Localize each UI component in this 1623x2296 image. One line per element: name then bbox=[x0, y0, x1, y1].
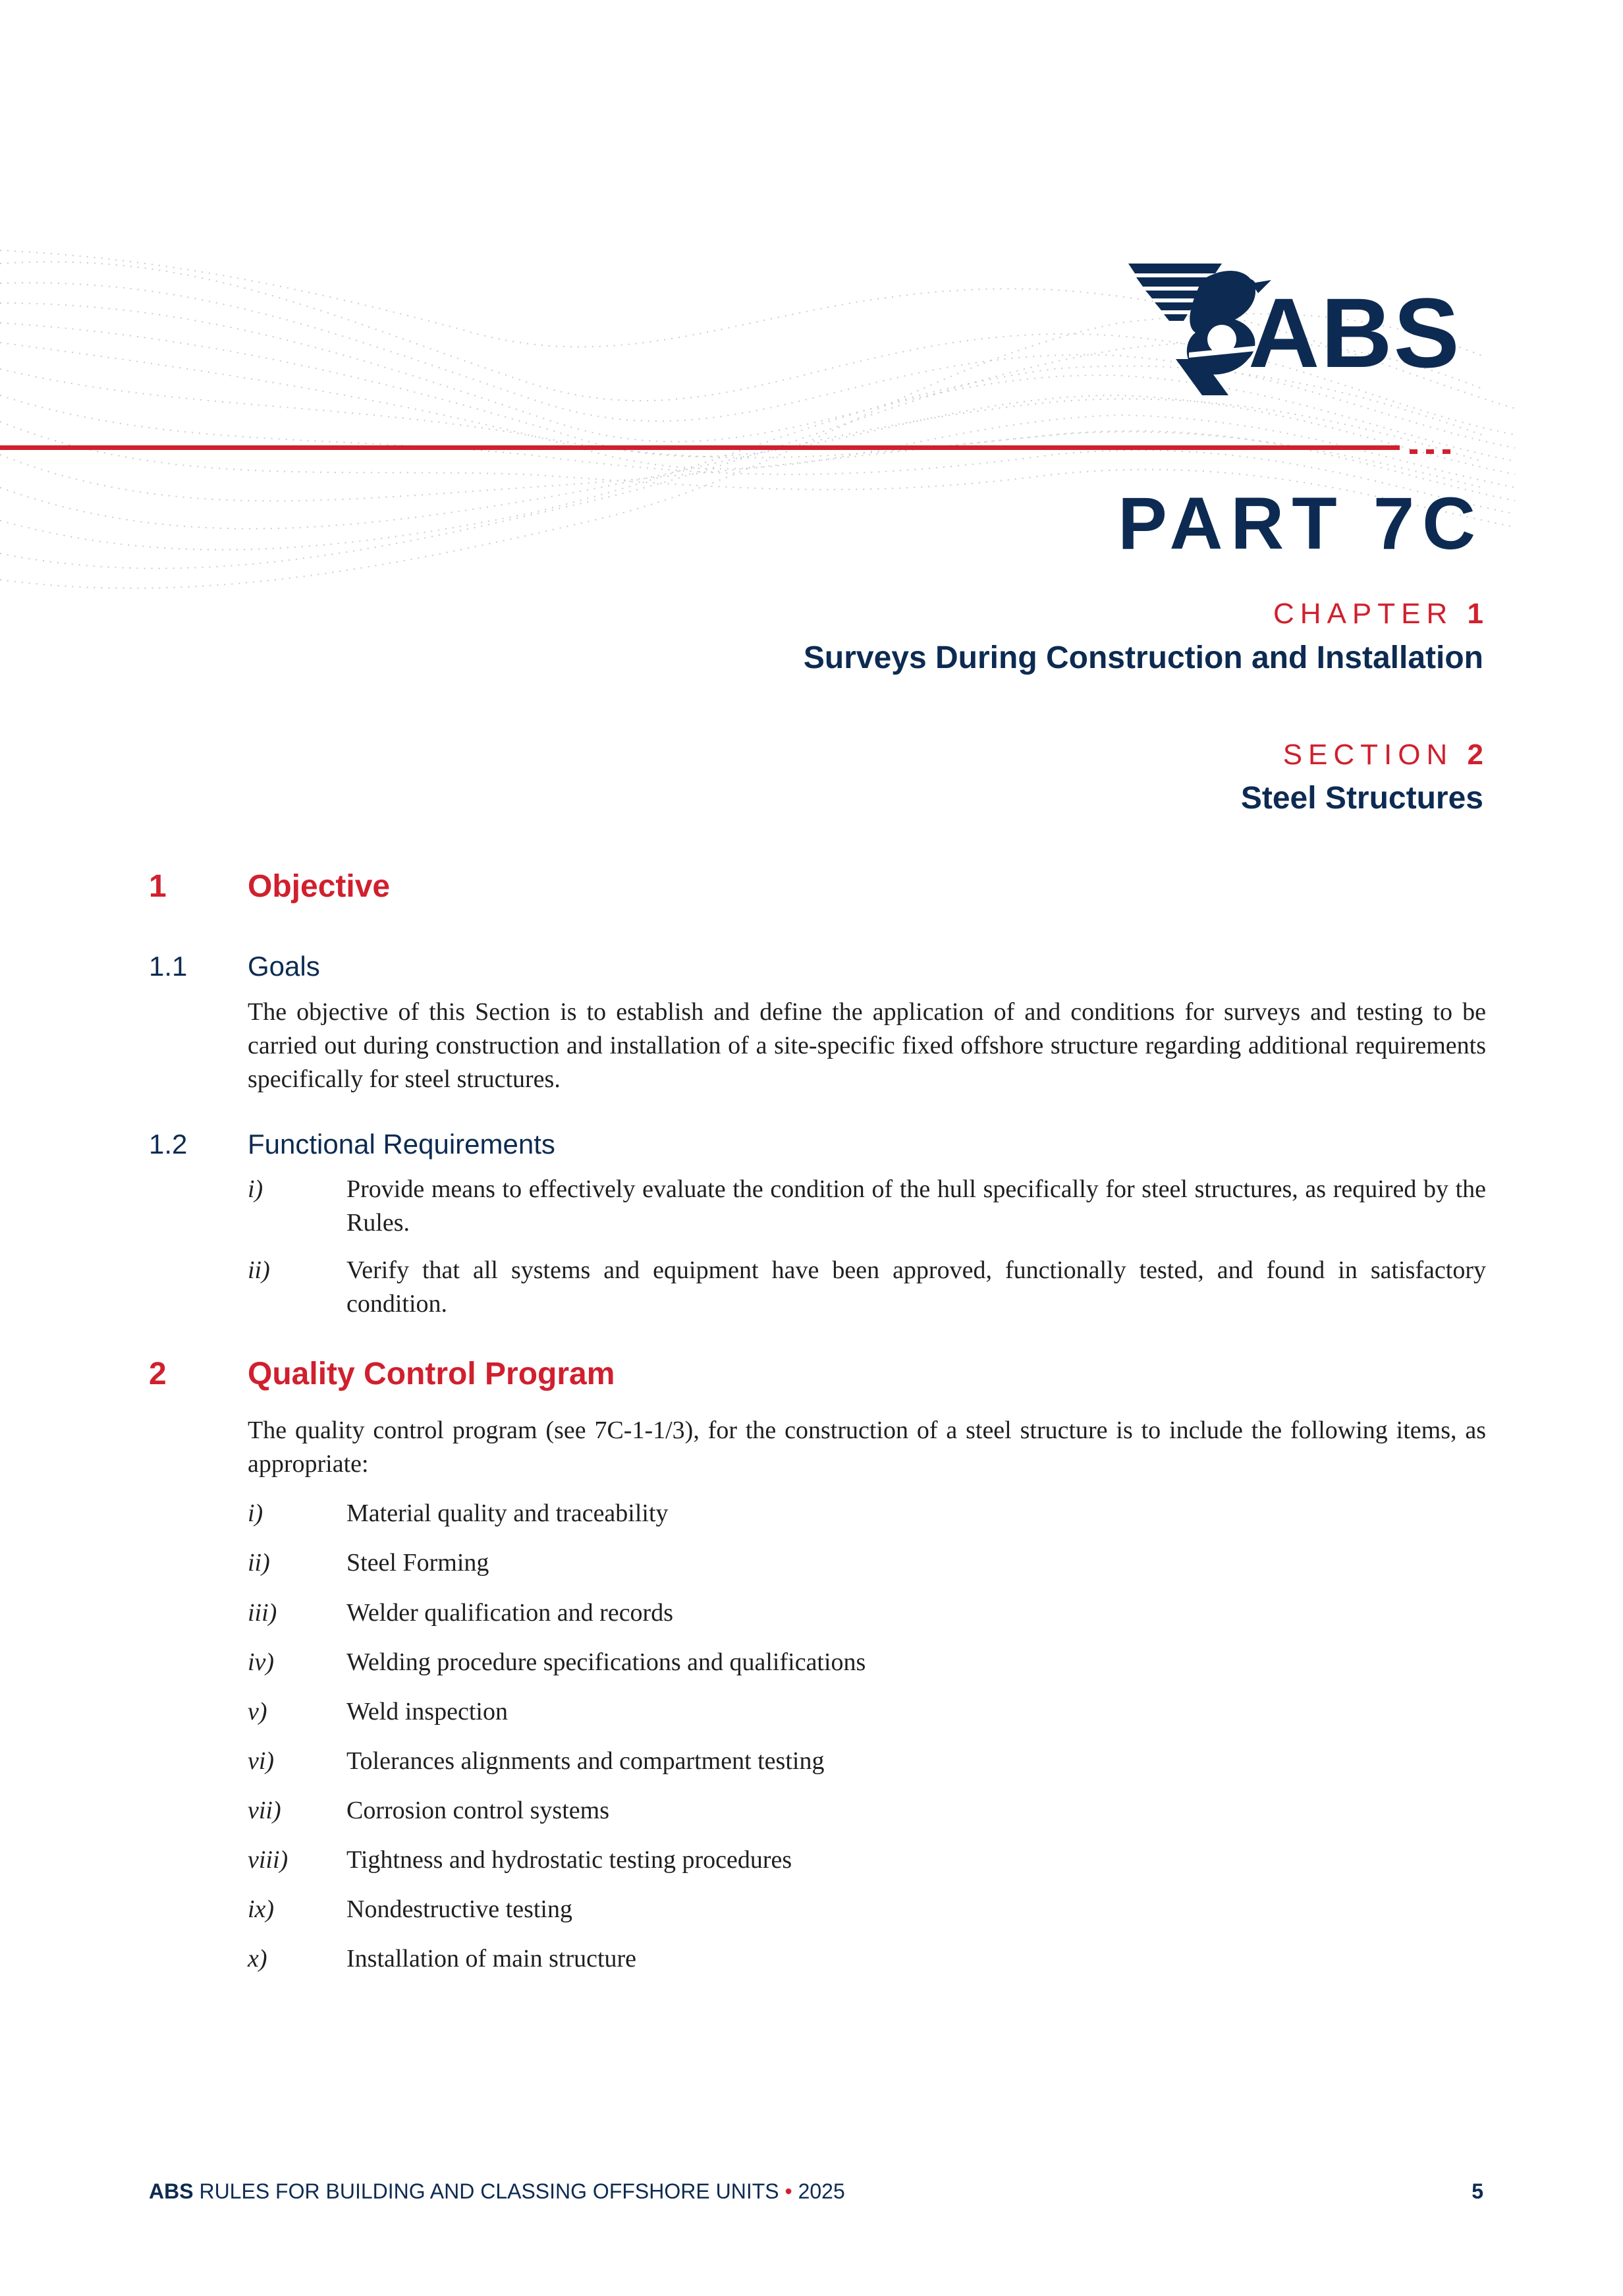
section-label bbox=[1283, 739, 1483, 771]
section-number: 2 bbox=[1467, 739, 1483, 771]
list-item bbox=[248, 1843, 1486, 1877]
list-item-number: v) bbox=[248, 1698, 267, 1725]
list-item-text: Tolerances alignments and compartment testing bbox=[346, 1747, 825, 1775]
heading-goals bbox=[149, 950, 320, 983]
chapter-title: Surveys During Construction and Installation bbox=[803, 640, 1483, 675]
list-item bbox=[248, 1942, 1486, 1976]
list-item-text: Tightness and hydrostatic testing procedures bbox=[346, 1846, 792, 1874]
chapter-label-text: CHAPTER bbox=[1273, 598, 1454, 630]
list-item bbox=[248, 1173, 1486, 1240]
chapter-label bbox=[1273, 598, 1483, 630]
footer-bullet: • bbox=[784, 2179, 792, 2203]
list-item bbox=[248, 1497, 1486, 1530]
list-item bbox=[248, 1546, 1486, 1580]
list-item-number: ix) bbox=[248, 1895, 275, 1923]
list-item-text: Welding procedure specifications and qualifications bbox=[346, 1648, 866, 1676]
footer-brand: ABS bbox=[149, 2179, 194, 2203]
list-item-number: i) bbox=[248, 1499, 263, 1527]
heading-functional-requirements bbox=[149, 1128, 555, 1161]
list-item-text: Corrosion control systems bbox=[346, 1797, 609, 1824]
list-item bbox=[248, 1745, 1486, 1778]
list-item-number: iii) bbox=[248, 1599, 277, 1627]
list-item-number: ii) bbox=[248, 1549, 270, 1577]
list-item-text: Welder qualification and records bbox=[346, 1599, 674, 1627]
page-footer bbox=[149, 2178, 845, 2204]
list-item bbox=[248, 1794, 1486, 1828]
heading-text: Quality Control Program bbox=[248, 1357, 615, 1391]
list-item-number: i) bbox=[248, 1175, 263, 1203]
list-item-number: vii) bbox=[248, 1797, 281, 1824]
section-title: Steel Structures bbox=[1240, 781, 1483, 816]
section-label-text: SECTION bbox=[1282, 739, 1454, 771]
chapter-number: 1 bbox=[1467, 598, 1483, 630]
list-item-text: Nondestructive testing bbox=[346, 1895, 572, 1923]
heading-text: Objective bbox=[248, 869, 391, 904]
list-item-number: viii) bbox=[248, 1846, 289, 1874]
list-item bbox=[248, 1893, 1486, 1926]
part-title: PART 7C bbox=[1118, 482, 1483, 565]
subheading-number: 1.1 bbox=[149, 951, 188, 982]
quality-control-paragraph: The quality control program (see 7C-1-1/3), for the construction of a steel structure is to include the following items, as appropriate: bbox=[248, 1416, 1486, 1478]
heading-number: 2 bbox=[149, 1357, 167, 1391]
list-item-number: ii) bbox=[248, 1256, 270, 1284]
list-item-text: Steel Forming bbox=[346, 1549, 489, 1577]
goals-paragraph: The objective of this Section is to establish and define the application of and conditions for surveys and testing to be carried out during construction and installation of a site-specific fixed offshore structure regarding additional requirements specifically for steel structures. bbox=[248, 998, 1486, 1093]
page-number: 5 bbox=[1472, 2179, 1483, 2203]
heading-quality-control-program bbox=[149, 1356, 615, 1393]
footer-year: 2025 bbox=[798, 2179, 845, 2203]
list-item bbox=[248, 1254, 1486, 1321]
list-item bbox=[248, 1596, 1486, 1630]
subheading-text: Functional Requirements bbox=[248, 1129, 555, 1160]
footer-title: RULES FOR BUILDING AND CLASSING OFFSHORE UNITS bbox=[199, 2179, 779, 2203]
abs-wordmark: ABS bbox=[1248, 277, 1461, 388]
list-item-number: vi) bbox=[248, 1747, 275, 1775]
list-item-text: Installation of main structure bbox=[346, 1945, 637, 1973]
list-item-text: Weld inspection bbox=[346, 1698, 508, 1725]
list-item-number: iv) bbox=[248, 1648, 275, 1676]
header-red-rule bbox=[0, 445, 1400, 450]
list-item-text: Provide means to effectively evaluate the condition of the hull specifically for steel structures, as required by the Rules. bbox=[346, 1175, 1486, 1237]
list-item-number: x) bbox=[248, 1945, 267, 1973]
heading-number: 1 bbox=[149, 869, 167, 904]
list-item-text: Material quality and traceability bbox=[346, 1499, 669, 1527]
header-red-dots bbox=[1410, 445, 1469, 450]
subheading-number: 1.2 bbox=[149, 1129, 188, 1160]
list-item bbox=[248, 1695, 1486, 1729]
list-item bbox=[248, 1646, 1486, 1679]
subheading-text: Goals bbox=[248, 951, 320, 982]
heading-objective bbox=[149, 868, 390, 905]
list-item-text: Verify that all systems and equipment have been approved, functionally tested, and found in satisfactory condition. bbox=[346, 1256, 1486, 1318]
